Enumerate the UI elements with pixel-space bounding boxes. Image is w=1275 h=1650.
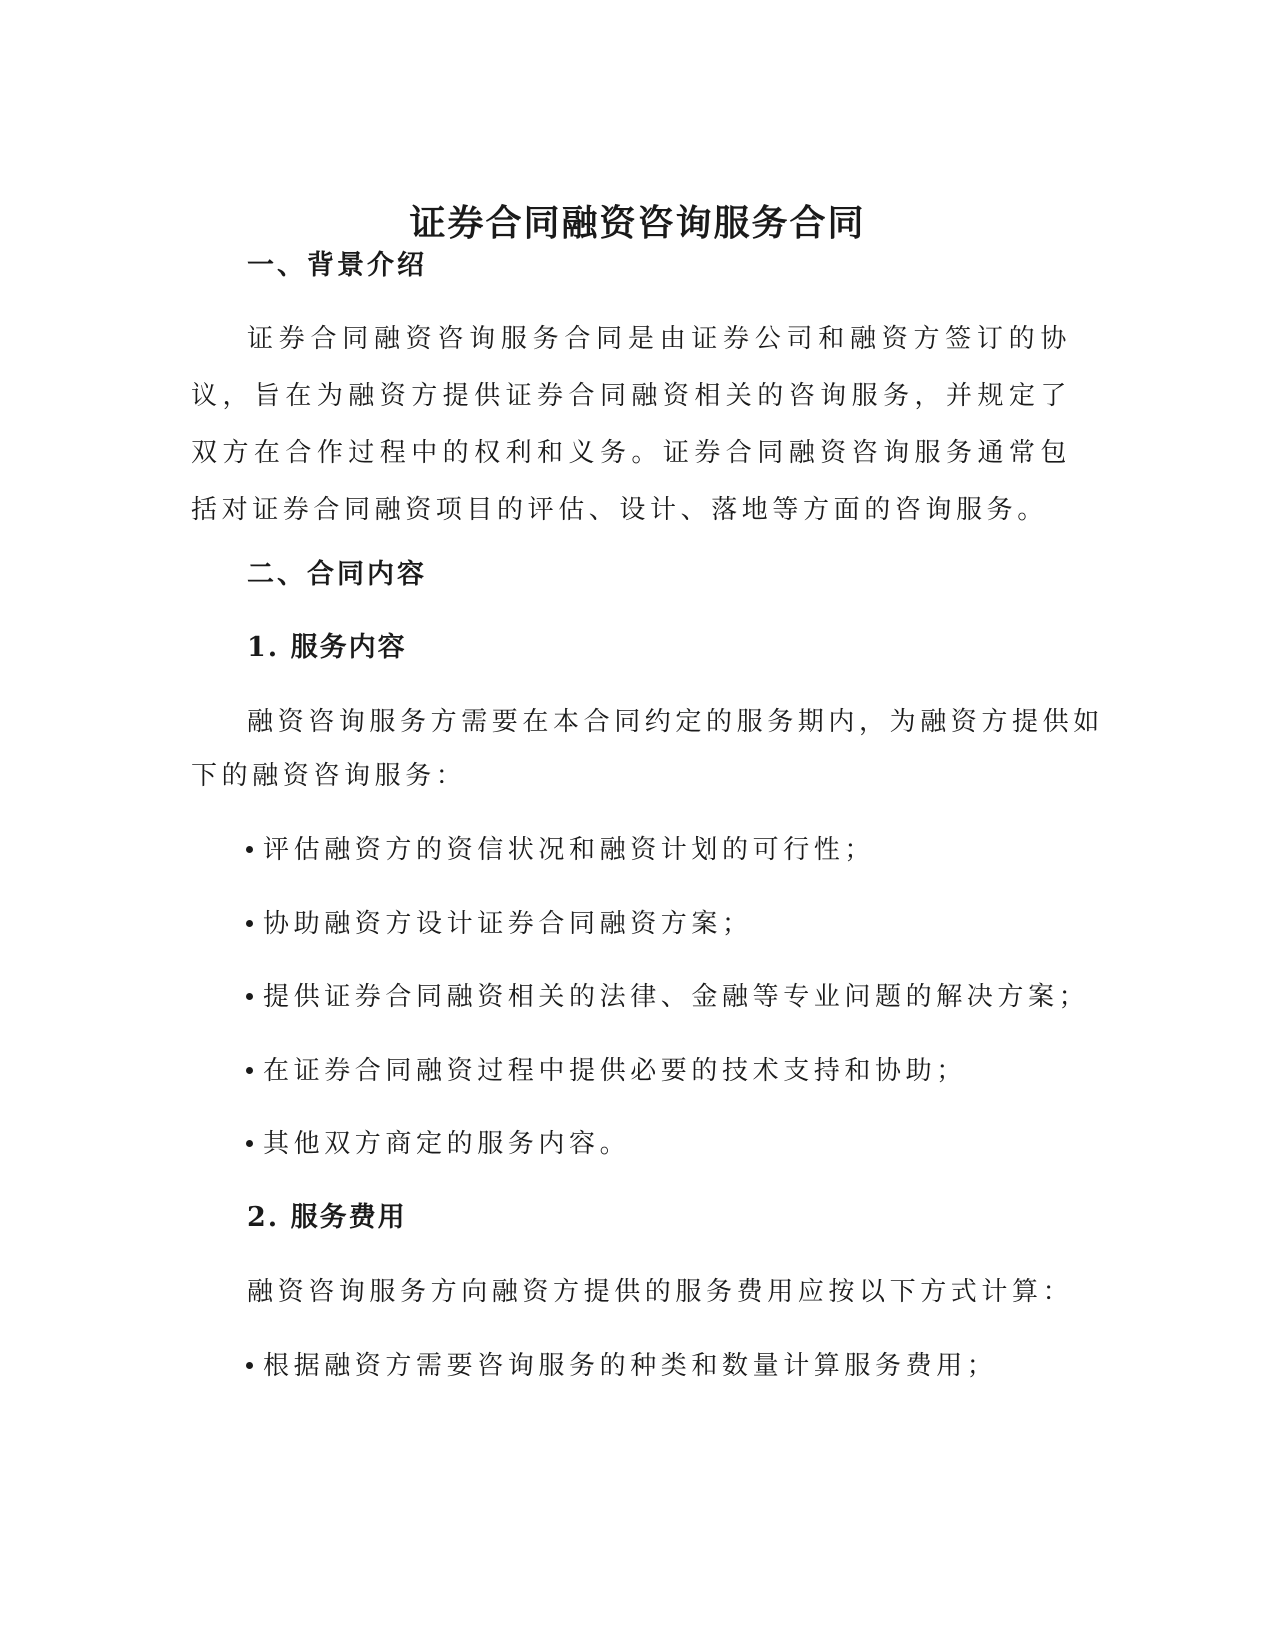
service-fee-intro: 融资咨询服务方向融资方提供的服务费用应按以下方式计算： [247,1277,1074,1307]
list-item [246,1124,630,1164]
bullet-icon [246,920,253,927]
list-item [246,830,875,870]
service-content-intro-line-2: 下的融资咨询服务： [191,761,467,791]
list-item-text: 根据融资方需要咨询服务的种类和数量计算服务费用； [263,1351,998,1381]
list-item [246,1346,997,1386]
subsection-heading-service-fee: 2. 服务费用 [247,1202,407,1233]
list-item-text: 提供证券合同融资相关的法律、金融等专业问题的解决方案； [263,982,1090,1012]
bullet-icon [246,1362,253,1369]
section-heading-background: 一、背景介绍 [247,250,427,281]
list-item [246,1051,967,1091]
bullet-icon [246,1140,253,1147]
background-paragraph: 证券合同融资咨询服务合同是由证券公司和融资方签订的协议，旨在为融资方提供证券合同融资相关的咨询服务，并规定了双方在合作过程中的权利和义务。证券合同融资咨询服务通常包括对证券合同融资项目的评估、设计、落地等方面的咨询服务。 [191,324,1071,525]
list-item-text: 在证券合同融资过程中提供必要的技术支持和协助； [263,1056,967,1086]
list-item-text: 其他双方商定的服务内容。 [263,1129,631,1159]
section-heading-contract-content: 二、合同内容 [247,559,427,590]
list-item [246,904,753,944]
list-item [246,977,1089,1017]
bullet-icon [246,846,253,853]
list-item-text: 评估融资方的资信状况和融资计划的可行性； [263,835,876,865]
bullet-icon [246,1067,253,1074]
list-item-text: 协助融资方设计证券合同融资方案； [263,909,753,939]
service-content-intro-line-1: 融资咨询服务方需要在本合同约定的服务期内，为融资方提供如 [247,707,1104,737]
bullet-icon [246,993,253,1000]
document-title: 证券合同融资咨询服务合同 [409,202,866,244]
subsection-heading-service-content: 1. 服务内容 [247,632,407,663]
